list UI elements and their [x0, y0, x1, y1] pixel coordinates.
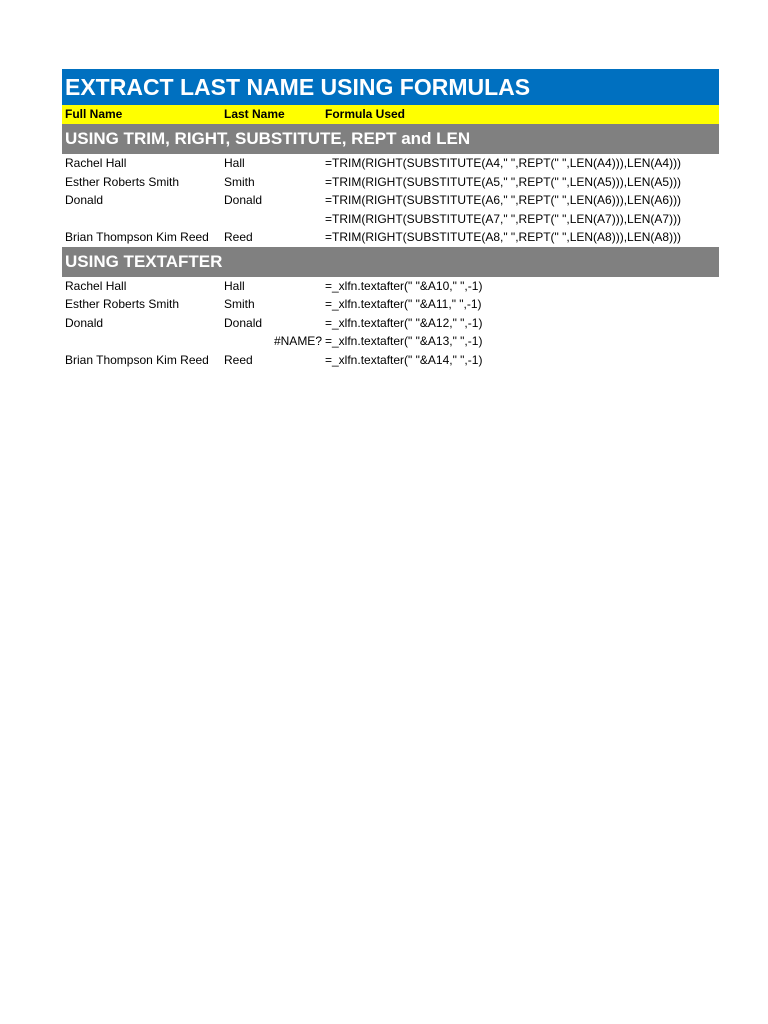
- section-title-textafter[interactable]: USING TEXTAFTER: [62, 247, 719, 277]
- sheet-title[interactable]: EXTRACT LAST NAME USING FORMULAS: [62, 69, 719, 105]
- last-name-cell[interactable]: Donald: [224, 315, 263, 330]
- header-full-name[interactable]: Full Name: [65, 107, 123, 121]
- full-name-cell[interactable]: Esther Roberts Smith: [65, 174, 180, 189]
- formula-cell[interactable]: =_xlfn.textafter(" "&A11," ",-1): [325, 297, 482, 311]
- table-row: [62, 332, 719, 351]
- last-name-cell[interactable]: Smith: [224, 297, 255, 311]
- table-row: [62, 314, 719, 333]
- formula-cell[interactable]: =_xlfn.textafter(" "&A12," ",-1): [325, 315, 483, 330]
- section-title-trim[interactable]: USING TRIM, RIGHT, SUBSTITUTE, REPT and LEN: [62, 124, 719, 154]
- formula-cell[interactable]: =TRIM(RIGHT(SUBSTITUTE(A5," ",REPT(" ",LEN(A5))),LEN(A5))): [325, 174, 682, 189]
- formula-cell[interactable]: =TRIM(RIGHT(SUBSTITUTE(A6," ",REPT(" ",LEN(A6))),LEN(A6))): [325, 193, 682, 207]
- table-row: [62, 295, 719, 314]
- name-error-cell[interactable]: #NAME?: [273, 334, 322, 348]
- full-name-cell[interactable]: Brian Thompson Kim Reed: [65, 230, 209, 244]
- full-name-cell[interactable]: Donald: [65, 315, 104, 330]
- last-name-cell[interactable]: Hall: [224, 278, 245, 293]
- full-name-cell[interactable]: Brian Thompson Kim Reed: [65, 352, 209, 367]
- last-name-cell[interactable]: Smith: [224, 174, 255, 189]
- formula-cell[interactable]: =_xlfn.textafter(" "&A10," ",-1): [325, 278, 483, 293]
- table-row: [62, 173, 719, 192]
- formula-cell[interactable]: =_xlfn.textafter(" "&A14," ",-1): [325, 352, 483, 367]
- full-name-cell[interactable]: Rachel Hall: [65, 156, 127, 170]
- last-name-cell[interactable]: Reed: [224, 230, 253, 244]
- full-name-cell[interactable]: Donald: [65, 193, 104, 207]
- last-name-cell[interactable]: Reed: [224, 352, 253, 367]
- column-header-row: [62, 105, 719, 124]
- last-name-cell[interactable]: Hall: [224, 156, 245, 170]
- spreadsheet: [62, 69, 719, 369]
- formula-cell[interactable]: =_xlfn.textafter(" "&A13," ",-1): [325, 334, 483, 348]
- table-row: [62, 351, 719, 370]
- full-name-cell[interactable]: Rachel Hall: [65, 278, 127, 293]
- full-name-cell[interactable]: Esther Roberts Smith: [65, 297, 180, 311]
- table-row: [62, 228, 719, 247]
- header-last-name[interactable]: Last Name: [224, 107, 285, 121]
- table-row: [62, 277, 719, 296]
- table-row: [62, 210, 719, 229]
- formula-cell[interactable]: =TRIM(RIGHT(SUBSTITUTE(A8," ",REPT(" ",LEN(A8))),LEN(A8))): [325, 230, 682, 244]
- table-row: [62, 154, 719, 173]
- formula-cell[interactable]: =TRIM(RIGHT(SUBSTITUTE(A4," ",REPT(" ",LEN(A4))),LEN(A4))): [325, 156, 682, 170]
- last-name-cell[interactable]: Donald: [224, 193, 263, 207]
- formula-cell[interactable]: =TRIM(RIGHT(SUBSTITUTE(A7," ",REPT(" ",LEN(A7))),LEN(A7))): [325, 211, 682, 226]
- table-row: [62, 191, 719, 210]
- header-formula-used[interactable]: Formula Used: [325, 107, 406, 121]
